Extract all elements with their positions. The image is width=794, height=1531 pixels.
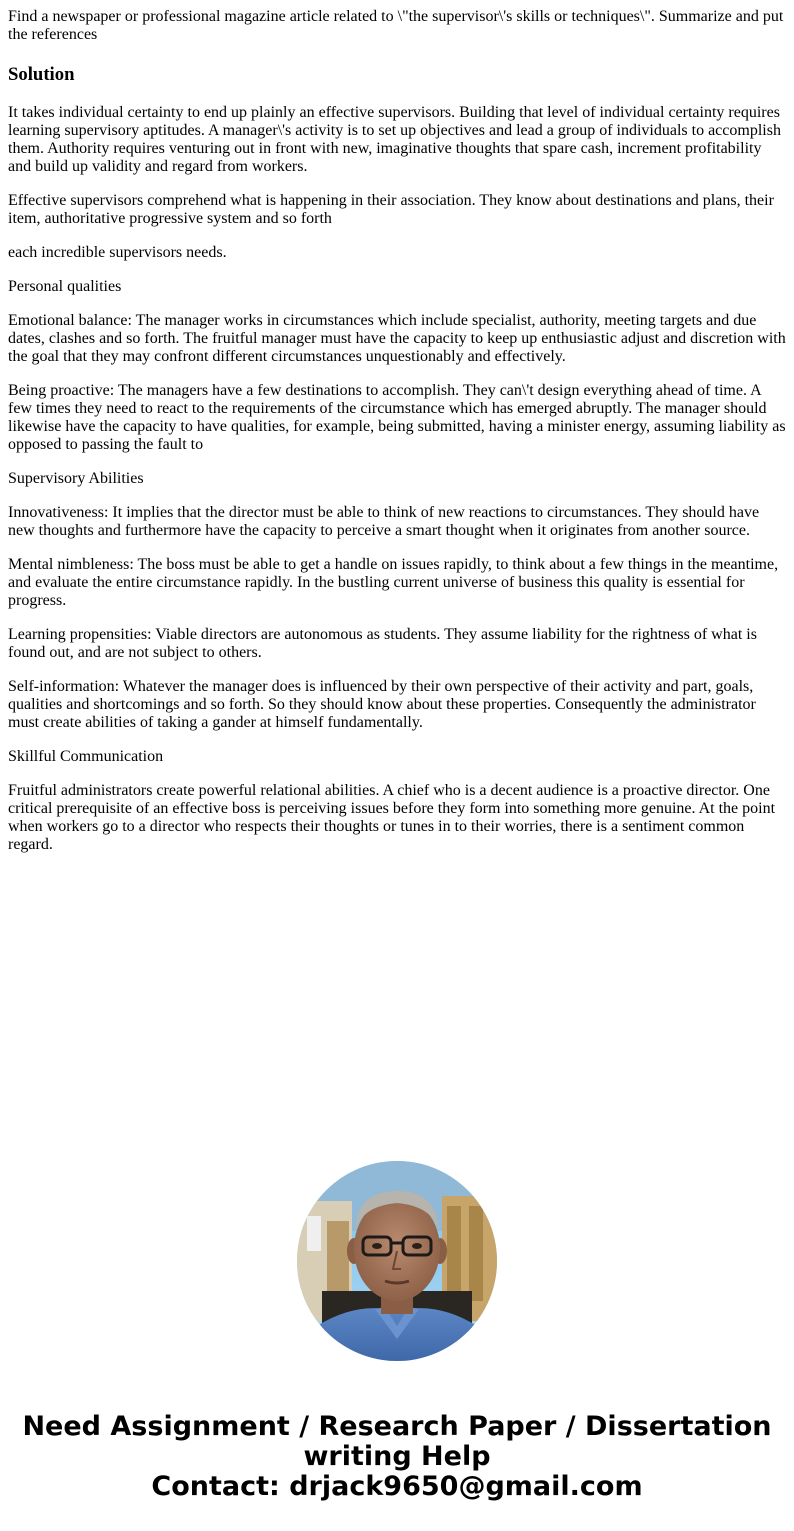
solution-heading: Solution [8, 64, 75, 85]
paragraph: Learning propensities: Viable directors are autonomous as students. They assume liability for the rightness of what is found out, and are not subject to others. [8, 626, 757, 661]
paragraph: each incredible supervisors needs. [8, 244, 227, 261]
paragraph: Emotional balance: The manager works in circumstances which include specialist, authority, meeting targets and due dates, clashes and so forth. The fruitful manager must have the capacity to keep up enthusiastic adjust and discretion with the goal that they may confront different circumstances unquestionably and effectively. [8, 312, 786, 365]
promo-line: writing Help [303, 1441, 491, 1472]
paragraph: Effective supervisors comprehend what is happening in their association. They know about destinations and plans, their item, authoritative progressive system and so forth [8, 192, 774, 227]
section-label: Skillful Communication [8, 748, 164, 765]
paragraph: It takes individual certainty to end up plainly an effective supervisors. Building that level of individual certainty requires learning supervisory aptitudes. A manager\'s activity is to set up objectives and lead a group of individuals to accomplish them. Authority requires venturing out in front with new, imaginative thoughts that spare cash, increment profitability and build up validity and regard from workers. [8, 104, 781, 175]
author-avatar [297, 1161, 497, 1361]
contact-email: Contact: drjack9650@gmail.com [151, 1471, 643, 1502]
promo-line: Need Assignment / Research Paper / Dissertation [22, 1411, 772, 1442]
paragraph: Fruitful administrators create powerful relational abilities. A chief who is a decent audience is a proactive director. One critical prerequisite of an effective boss is perceiving issues before they form into something more genuine. At the point when workers go to a director who respects their thoughts or tunes in to their worries, there is a sentiment common regard. [8, 782, 776, 853]
section-label: Supervisory Abilities [8, 470, 144, 487]
paragraph: Mental nimbleness: The boss must be able to get a handle on issues rapidly, to think about a few things in the meantime, and evaluate the entire circumstance rapidly. In the bustling current universe of business this quality is essential for progress. [8, 556, 779, 609]
paragraph: Being proactive: The managers have a few destinations to accomplish. They can\'t design everything ahead of time. A few times they need to react to the requirements of the circumstance which has emerged abruptly. The manager should likewise have the capacity to have qualities, for example, being submitted, having a minister energy, assuming liability as opposed to passing the fault to [8, 382, 786, 453]
section-label: Personal qualities [8, 278, 122, 295]
paragraph: Innovativeness: It implies that the director must be able to think of new reactions to circumstances. They should have new thoughts and furthermore have the capacity to perceive a smart thought when it originates from another source. [8, 504, 760, 539]
document-page [0, 8, 794, 854]
portrait-image [297, 1161, 497, 1361]
question-text: Find a newspaper or professional magazine article related to \"the supervisor\'s skills or techniques\". Summarize and put the references [8, 8, 784, 43]
promo-banner [0, 1412, 794, 1502]
paragraph: Self-information: Whatever the manager does is influenced by their own perspective of their activity and part, goals, qualities and shortcomings and so forth. So they should know about these properties. Consequently the administrator must create abilities of taking a gander at himself fundamentally. [8, 678, 756, 731]
